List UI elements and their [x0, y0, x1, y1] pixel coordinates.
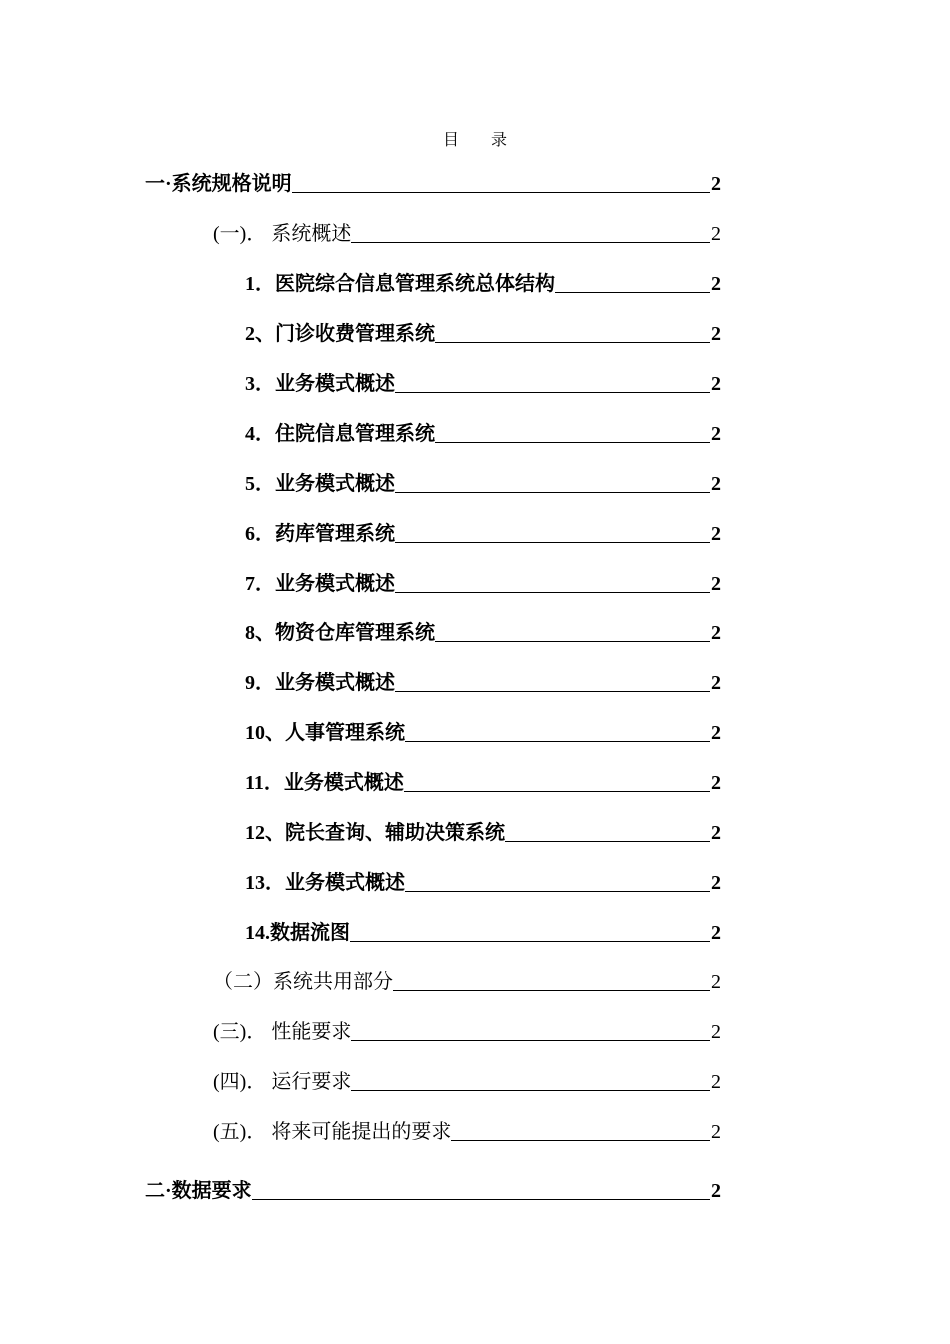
toc-entry-text: 一·系统规格说明 [145, 173, 292, 195]
toc-page-number: 2 [711, 872, 721, 894]
toc-leader-line [292, 191, 710, 193]
toc-entry-text: (五)． 将来可能提出的要求 [213, 1121, 452, 1143]
toc-entry-text: (四)． 运行要求 [213, 1071, 352, 1093]
toc-page-number: 2 [711, 373, 721, 395]
toc-leader-line [351, 1089, 710, 1091]
toc-leader-line [393, 989, 710, 991]
toc-leader-line [405, 890, 710, 892]
toc-entry-system-spec[interactable] [145, 172, 721, 196]
toc-entry-item-1[interactable] [245, 272, 721, 296]
toc-page-number: 2 [711, 1180, 721, 1202]
toc-entry-item-7[interactable] [245, 572, 721, 596]
toc-leader-line [435, 640, 710, 642]
toc-page-number: 2 [711, 523, 721, 545]
toc-page-number: 2 [711, 672, 721, 694]
toc-entry-item-8[interactable] [245, 621, 721, 645]
toc-leader-line [451, 1139, 710, 1141]
toc-entry-item-14[interactable] [245, 921, 721, 945]
toc-leader-line [404, 790, 710, 792]
toc-entry-item-11[interactable] [245, 771, 721, 795]
toc-entry-text: 10、人事管理系统 [245, 722, 405, 744]
toc-leader-line [395, 541, 710, 543]
toc-leader-line [395, 690, 710, 692]
toc-entry-shared-parts[interactable] [213, 970, 721, 994]
toc-entry-item-5[interactable] [245, 472, 721, 496]
toc-page-number: 2 [711, 622, 721, 644]
toc-entry-text: (一)． 系统概述 [213, 223, 352, 245]
toc-page-number: 2 [711, 473, 721, 495]
toc-entry-text: 4．住院信息管理系统 [245, 423, 435, 445]
toc-entry-item-13[interactable] [245, 871, 721, 895]
toc-page-number: 2 [711, 423, 721, 445]
toc-entry-data-requirements[interactable] [145, 1179, 721, 1203]
toc-page-number: 2 [711, 772, 721, 794]
toc-page-number: 2 [711, 922, 721, 944]
toc-entry-text: 9．业务模式概述 [245, 672, 395, 694]
toc-entry-item-2[interactable] [245, 322, 721, 346]
toc-entry-text: 3．业务模式概述 [245, 373, 395, 395]
toc-page-number: 2 [711, 1071, 721, 1093]
toc-leader-line [405, 740, 710, 742]
toc-page-number: 2 [711, 273, 721, 295]
toc-entry-text: 6．药库管理系统 [245, 523, 395, 545]
toc-leader-line [351, 241, 710, 243]
toc-entry-item-12[interactable] [245, 821, 721, 845]
toc-page-number: 2 [711, 822, 721, 844]
toc-leader-line [395, 491, 710, 493]
toc-entry-future[interactable] [213, 1120, 721, 1144]
toc-entry-system-overview[interactable] [213, 222, 721, 246]
toc-page-number: 2 [711, 323, 721, 345]
toc-leader-line [395, 591, 710, 593]
toc-leader-line [505, 840, 710, 842]
toc-entry-text: 7．业务模式概述 [245, 573, 395, 595]
toc-entry-text: 8、物资仓库管理系统 [245, 622, 435, 644]
toc-leader-line [555, 291, 710, 293]
toc-entry-text: (三)． 性能要求 [213, 1021, 352, 1043]
toc-entry-item-10[interactable] [245, 721, 721, 745]
toc-leader-line [435, 341, 710, 343]
toc-page-number: 2 [711, 173, 721, 195]
toc-entry-runtime[interactable] [213, 1070, 721, 1094]
toc-entry-text: 11．业务模式概述 [245, 772, 404, 794]
toc-leader-line [395, 391, 710, 393]
toc-entry-text: 14.数据流图 [245, 922, 350, 944]
toc-page-number: 2 [711, 722, 721, 744]
toc-title: 目 录 [442, 132, 521, 149]
toc-entry-item-4[interactable] [245, 422, 721, 446]
toc-leader-line [350, 940, 710, 942]
toc-entry-text: 12、院长查询、辅助决策系统 [245, 822, 505, 844]
toc-leader-line [252, 1198, 710, 1200]
toc-leader-line [435, 441, 710, 443]
toc-page-number: 2 [711, 1021, 721, 1043]
toc-leader-line [351, 1039, 710, 1041]
toc-entry-item-9[interactable] [245, 671, 721, 695]
toc-entry-text: 5．业务模式概述 [245, 473, 395, 495]
toc-page-number: 2 [711, 573, 721, 595]
toc-entry-item-6[interactable] [245, 522, 721, 546]
toc-entry-text: （二）系统共用部分 [213, 971, 393, 993]
toc-entry-text: 1．医院综合信息管理系统总体结构 [245, 273, 555, 295]
toc-entry-text: 13．业务模式概述 [245, 872, 405, 894]
toc-entry-performance[interactable] [213, 1020, 721, 1044]
toc-page-number: 2 [711, 971, 721, 993]
toc-page-number: 2 [711, 1121, 721, 1143]
toc-entry-item-3[interactable] [245, 372, 721, 396]
toc-entry-text: 二·数据要求 [145, 1180, 252, 1202]
toc-entry-text: 2、门诊收费管理系统 [245, 323, 435, 345]
toc-page-number: 2 [711, 223, 721, 245]
